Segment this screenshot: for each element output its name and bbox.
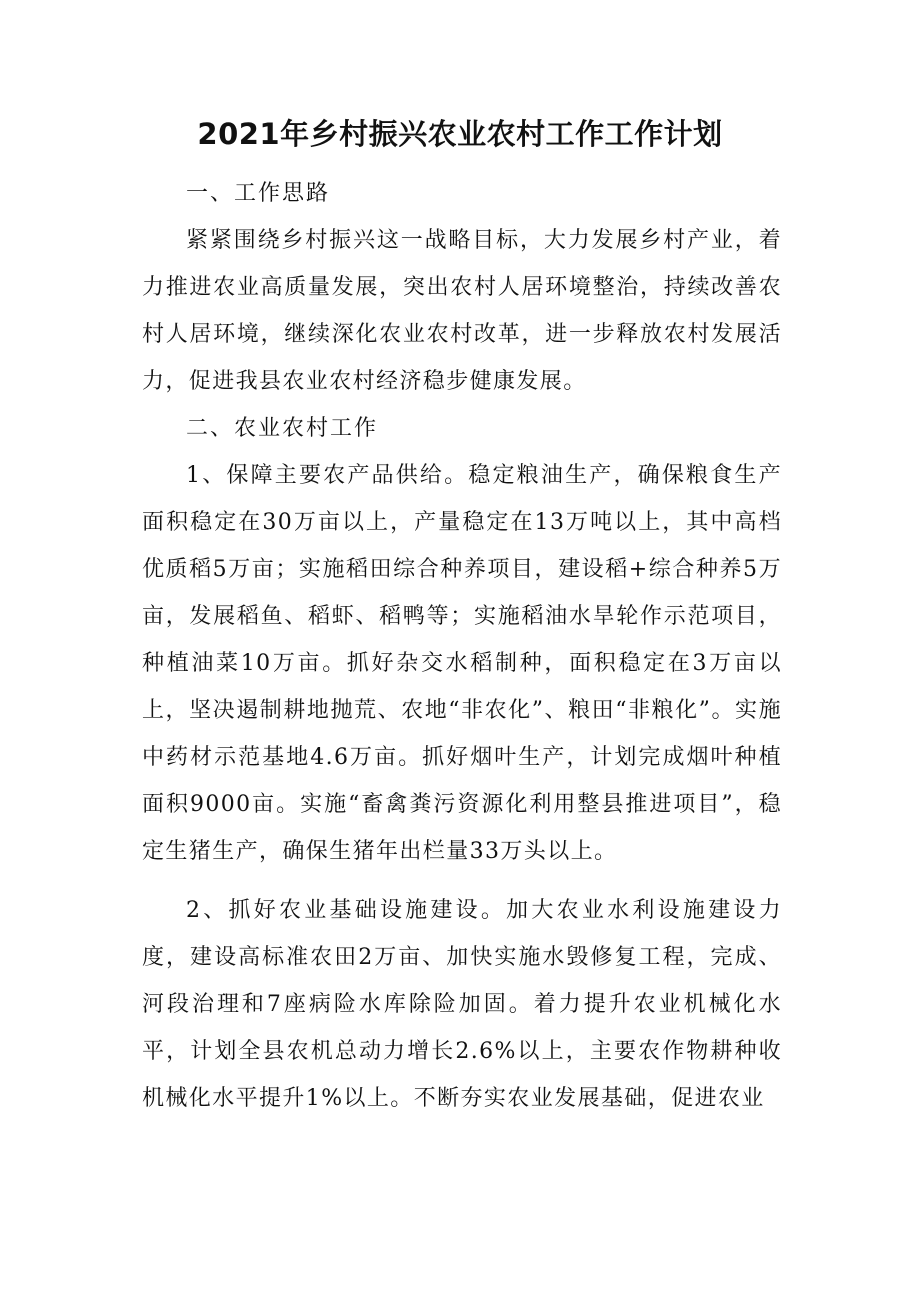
paragraph-item-1: 1、保障主要农产品供给。稳定粮油生产，确保粮食生产面积稳定在30万亩以上，产量稳定在13万吨以上，其中高档优质稻5万亩；实施稻田综合种养项目，建设稻+综合种养5万亩，发展稻鱼、稻虾、稻鸭等；实施稻油水旱轮作示范项目，种植油菜10万亩。抓好杂交水稻制种，面积稳定在3万亩以上，坚决遏制耕地抛荒、农地“非农化”、粮田“非粮化”。实施中药材示范基地4.6万亩。抓好烟叶生产，计划完成烟叶种植面积9000亩。实施“畜禽粪污资源化利用整县推进项目”，稳定生猪生产，确保生猪年出栏量33万头以上。: [142, 463, 782, 864]
document-body: [142, 170, 782, 1122]
paragraph-item-2: 2、抓好农业基础设施建设。加大农业水利设施建设力度，建设高标准农田2万亩、加快实施水毁修复工程，完成、河段治理和7座病险水库除险加固。着力提升农业机械化水平，计划全县农机总动力增长2.6%以上，主要农作物耕种收机械化水平提升1%以上。不断夯实农业发展基础，促进农业: [142, 898, 782, 1111]
document-title: 2021年乡村振兴农业农村工作工作计划: [197, 117, 723, 151]
section-heading-agriculture-work: 二、农业农村工作: [186, 416, 379, 441]
paragraph-work-ideas: 紧紧围绕乡村振兴这一战略目标，大力发展乡村产业，着力推进农业高质量发展，突出农村人居环境整治，持续改善农村人居环境，继续深化农业农村改革，进一步释放农村发展活力，促进我县农业农村经济稳步健康发展。: [142, 228, 782, 394]
section-heading-work-ideas: 一、工作思路: [186, 181, 331, 206]
